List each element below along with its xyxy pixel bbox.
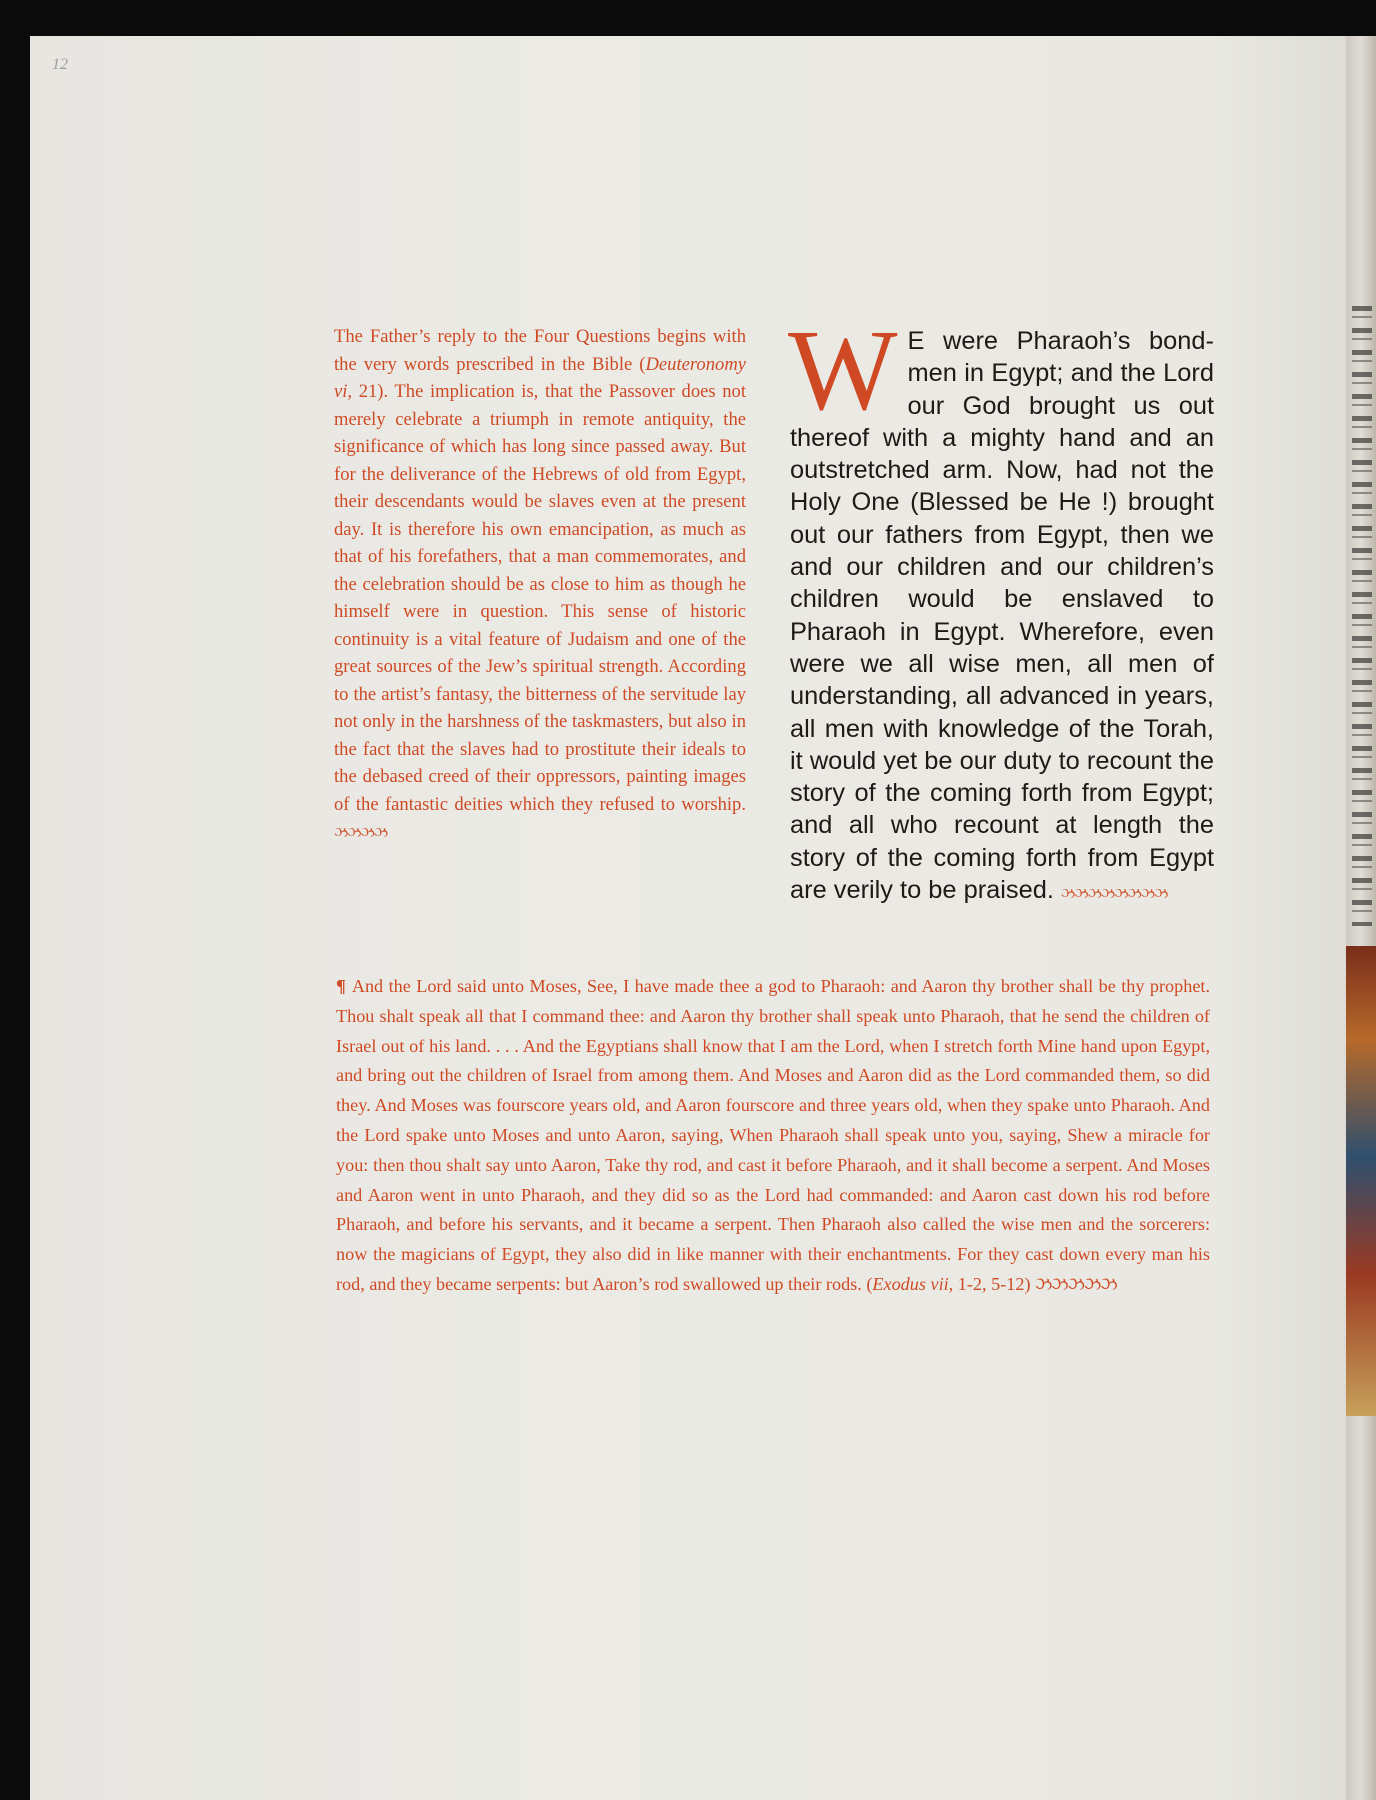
drop-cap: W: [788, 307, 898, 435]
commentary-paragraph: [334, 323, 746, 847]
scripture-citation-close: 1-2, 5-12): [953, 1273, 1031, 1294]
book-page: [30, 36, 1350, 1800]
scripture-citation: Exodus vii,: [872, 1273, 954, 1294]
commentary-text-1: The Father’s reply to the Four Questions begins with the very words prescribed in the Bible (: [334, 326, 746, 375]
scripture-paragraph: [336, 972, 1210, 1300]
commentary-citation: Deuteronomy vi,: [334, 353, 746, 402]
next-page-edge: [1346, 36, 1376, 1800]
commentary-text-2: 21). The implication is, that the Passover does not merely celebrate a triumph in remote antiquity, the significance of which has long since passed away. But for the deliverance of the Hebrews of old from Egypt, their descendants would be slaves even at the present day. It is therefore his own emancipation, as much as that of his forefathers, that a man commemorates, and the celebration should be as close to him as though he himself were in question. This sense of historic continuity is a vital feature of Judaism and one of the great sources of the Jew’s spiritual strength. According to the artist’s fantasy, the bitterness of the servitude lay not only in the harshness of the taskmasters, but also in the fact that the slaves had to prostitute their ideals to the debased creed of their oppressors, painting images of the fantastic deities which they refused to worship.: [334, 381, 746, 815]
scripture-text: And the Lord said unto Moses, See, I have made thee a god to Pharaoh: and Aaron thy brother shall be thy prophet. Thou shalt speak all that I command thee: and Aaron thy brother shall speak unto Pharaoh, that he send the children of Israel out of his land. . . . And the Egyptians shall know that I am the Lord, when I stretch forth Mine hand upon Egypt, and bring out the children of Israel from among them. And Moses and Aaron did as the Lord commanded them, so did they. And Moses was fourscore years old, and Aaron fourscore and three years old, when they spake unto Pharaoh. And the Lord spake unto Moses and unto Aaron, saying, When Pharaoh shall speak unto you, saying, Shew a miracle for you: then thou shalt say unto Aaron, Take thy rod, and cast it before Pharaoh, and it shall become a serpent. And Moses and Aaron went in unto Pharaoh, and they did so as the Lord had commanded: and Aaron cast down his rod before Pharaoh, and before his servants, and it became a serpent. Then Pharaoh also called the wise men and the sorcerers: now the magicians of Egypt, they also did in like manner with their enchantments. For they cast down every man his rod, and they became serpents: but Aaron’s rod swallowed up their rods.: [336, 976, 1210, 1294]
page-number: 12: [52, 56, 68, 73]
main-text-ornament: ઝઝઝઝઝઝઝઝ: [1060, 884, 1168, 903]
pilcrow-mark: ¶: [336, 976, 346, 996]
scripture-citation-open: (: [866, 1273, 873, 1294]
commentary-ornament: ઝઝઝઝ: [334, 823, 388, 841]
scripture-ornament: ઝઝઝઝઝ: [1035, 1273, 1117, 1295]
haggadah-main-text: [788, 307, 1214, 909]
next-page-illustration-edge: [1346, 946, 1376, 1416]
main-text-body: E were Pharaoh’s bondmen in Egypt; and the Lord our God brought us out thereof with a mighty hand and an outstretched arm. Now, had not the Holy One (Blessed be He !) brought out our fathers from Egypt, then we and our children and our children’s children would be enslaved to Pharaoh in Egypt. Wherefore, even were we all wise men, all men of understanding, all advanced in years, all men with knowledge of the Torah, it would yet be our duty to recount the story of the coming forth from Egypt; and all who recount at length the story of the coming forth from Egypt are verily to be praised.: [790, 327, 1214, 905]
next-page-text-edge: [1352, 306, 1372, 926]
